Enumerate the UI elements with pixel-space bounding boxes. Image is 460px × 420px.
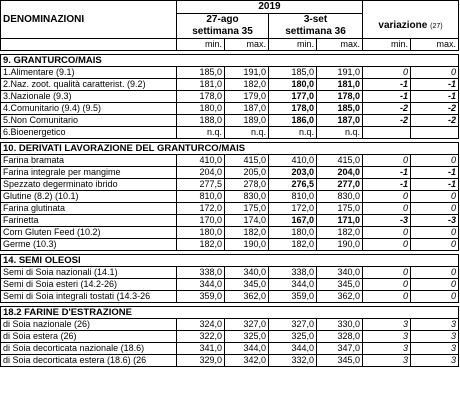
year-header: 2019 bbox=[177, 1, 363, 14]
min-curr-cell: 344,0 bbox=[269, 343, 317, 355]
row-label: 2.Naz. zoot. qualità caratterist. (9.2) bbox=[1, 79, 177, 91]
section-header-row bbox=[1, 143, 459, 155]
table-row bbox=[1, 319, 459, 331]
max-prev-cell: 182,0 bbox=[225, 227, 269, 239]
min-curr-cell: 810,0 bbox=[269, 191, 317, 203]
var-max-cell: -1 bbox=[411, 91, 459, 103]
max-curr-cell: 330,0 bbox=[317, 319, 363, 331]
min-curr-cell: 327,0 bbox=[269, 319, 317, 331]
max-prev-cell: 327,0 bbox=[225, 319, 269, 331]
var-max-cell: -1 bbox=[411, 179, 459, 191]
max-curr-cell: 190,0 bbox=[317, 239, 363, 251]
min-prev-cell: 277,5 bbox=[177, 179, 225, 191]
section-title: 10. DERIVATI LAVORAZIONE DEL GRANTURCO/MAIS bbox=[1, 143, 459, 155]
max-prev-cell: n.q. bbox=[225, 127, 269, 139]
min-curr-cell: n.q. bbox=[269, 127, 317, 139]
row-label: Farina integrale per mangime bbox=[1, 167, 177, 179]
table-row bbox=[1, 67, 459, 79]
row-label: di Soia decorticata nazionale (18.6) bbox=[1, 343, 177, 355]
var-max-cell bbox=[411, 127, 459, 139]
table-row bbox=[1, 179, 459, 191]
max-header-var: max. bbox=[411, 39, 459, 51]
max-curr-cell: 362,0 bbox=[317, 291, 363, 303]
min-curr-cell: 185,0 bbox=[269, 67, 317, 79]
max-prev-cell: 182,0 bbox=[225, 79, 269, 91]
max-prev-cell: 340,0 bbox=[225, 267, 269, 279]
max-curr-cell: 181,0 bbox=[317, 79, 363, 91]
min-curr-cell: 182,0 bbox=[269, 239, 317, 251]
var-min-cell: 0 bbox=[363, 227, 411, 239]
var-min-cell: 0 bbox=[363, 267, 411, 279]
table-row bbox=[1, 203, 459, 215]
min-prev-cell: 188,0 bbox=[177, 115, 225, 127]
week-header-2: settimana 36 bbox=[269, 25, 363, 39]
var-min-cell: 0 bbox=[363, 191, 411, 203]
max-prev-cell: 179,0 bbox=[225, 91, 269, 103]
min-header-2: min. bbox=[269, 39, 317, 51]
var-min-cell: 3 bbox=[363, 319, 411, 331]
var-max-cell: -2 bbox=[411, 115, 459, 127]
min-prev-cell: 170,0 bbox=[177, 215, 225, 227]
table-row bbox=[1, 155, 459, 167]
min-curr-cell: 172,0 bbox=[269, 203, 317, 215]
min-prev-cell: 359,0 bbox=[177, 291, 225, 303]
table-row bbox=[1, 167, 459, 179]
var-max-cell: -1 bbox=[411, 167, 459, 179]
min-prev-cell: 322,0 bbox=[177, 331, 225, 343]
row-label: 3.Nazionale (9.3) bbox=[1, 91, 177, 103]
section-header-row bbox=[1, 55, 459, 67]
table-row bbox=[1, 215, 459, 227]
min-prev-cell: 180,0 bbox=[177, 103, 225, 115]
row-label: 1.Alimentare (9.1) bbox=[1, 67, 177, 79]
table-row bbox=[1, 279, 459, 291]
var-min-cell: 3 bbox=[363, 331, 411, 343]
table-row bbox=[1, 127, 459, 139]
header-year-row bbox=[1, 1, 459, 14]
table-row bbox=[1, 115, 459, 127]
min-header-var: min. bbox=[363, 39, 411, 51]
var-max-cell: 0 bbox=[411, 227, 459, 239]
max-curr-cell: 830,0 bbox=[317, 191, 363, 203]
min-prev-cell: 344,0 bbox=[177, 279, 225, 291]
var-min-cell: -1 bbox=[363, 79, 411, 91]
row-label: Corn Gluten Feed (10.2) bbox=[1, 227, 177, 239]
date-header-2: 3-set bbox=[269, 14, 363, 26]
max-prev-cell: 415,0 bbox=[225, 155, 269, 167]
max-curr-cell: 328,0 bbox=[317, 331, 363, 343]
section-header-row bbox=[1, 255, 459, 267]
var-max-cell: 0 bbox=[411, 239, 459, 251]
min-curr-cell: 344,0 bbox=[269, 279, 317, 291]
var-max-cell: 3 bbox=[411, 343, 459, 355]
min-curr-cell: 203,0 bbox=[269, 167, 317, 179]
min-curr-cell: 186,0 bbox=[269, 115, 317, 127]
max-prev-cell: 345,0 bbox=[225, 279, 269, 291]
max-curr-cell: 277,0 bbox=[317, 179, 363, 191]
max-prev-cell: 278,0 bbox=[225, 179, 269, 191]
max-prev-cell: 190,0 bbox=[225, 239, 269, 251]
max-curr-cell: 191,0 bbox=[317, 67, 363, 79]
min-prev-cell: 810,0 bbox=[177, 191, 225, 203]
table-row bbox=[1, 343, 459, 355]
var-max-cell: 0 bbox=[411, 267, 459, 279]
max-curr-cell: 340,0 bbox=[317, 267, 363, 279]
var-min-cell: -3 bbox=[363, 215, 411, 227]
max-prev-cell: 174,0 bbox=[225, 215, 269, 227]
var-min-cell: 0 bbox=[363, 291, 411, 303]
min-curr-cell: 410,0 bbox=[269, 155, 317, 167]
variation-note: (27) bbox=[430, 22, 443, 30]
min-curr-cell: 325,0 bbox=[269, 331, 317, 343]
max-curr-cell: 345,0 bbox=[317, 279, 363, 291]
var-max-cell: 3 bbox=[411, 355, 459, 367]
max-curr-cell: 175,0 bbox=[317, 203, 363, 215]
var-min-cell: 0 bbox=[363, 67, 411, 79]
min-prev-cell: 341,0 bbox=[177, 343, 225, 355]
row-label: di Soia decorticata estera (18.6) (26 bbox=[1, 355, 177, 367]
table-row bbox=[1, 355, 459, 367]
max-curr-cell: 347,0 bbox=[317, 343, 363, 355]
max-header-1: max. bbox=[225, 39, 269, 51]
var-max-cell: 0 bbox=[411, 155, 459, 167]
var-min-cell: 0 bbox=[363, 239, 411, 251]
var-min-cell: -2 bbox=[363, 103, 411, 115]
row-label: Glutine (8.2) (10.1) bbox=[1, 191, 177, 203]
min-curr-cell: 332,0 bbox=[269, 355, 317, 367]
min-curr-cell: 338,0 bbox=[269, 267, 317, 279]
min-header-1: min. bbox=[177, 39, 225, 51]
row-label: 5.Non Comunitario bbox=[1, 115, 177, 127]
row-label: Semi di Soia integrali tostati (14.3-26 bbox=[1, 291, 177, 303]
max-curr-cell: 415,0 bbox=[317, 155, 363, 167]
min-prev-cell: 178,0 bbox=[177, 91, 225, 103]
var-max-cell: -3 bbox=[411, 215, 459, 227]
var-min-cell: 3 bbox=[363, 355, 411, 367]
min-prev-cell: 410,0 bbox=[177, 155, 225, 167]
row-label: Farina glutinata bbox=[1, 203, 177, 215]
max-prev-cell: 342,0 bbox=[225, 355, 269, 367]
min-curr-cell: 178,0 bbox=[269, 103, 317, 115]
max-prev-cell: 830,0 bbox=[225, 191, 269, 203]
table-row bbox=[1, 291, 459, 303]
table-row bbox=[1, 79, 459, 91]
min-prev-cell: 172,0 bbox=[177, 203, 225, 215]
row-label: di Soia estera (26) bbox=[1, 331, 177, 343]
var-max-cell: 3 bbox=[411, 331, 459, 343]
table-row bbox=[1, 191, 459, 203]
minmax-blank bbox=[1, 39, 177, 51]
max-curr-cell: 187,0 bbox=[317, 115, 363, 127]
max-header-2: max. bbox=[317, 39, 363, 51]
min-prev-cell: n.q. bbox=[177, 127, 225, 139]
row-label: Semi di Soia esteri (14.2-26) bbox=[1, 279, 177, 291]
max-prev-cell: 205,0 bbox=[225, 167, 269, 179]
var-min-cell: -1 bbox=[363, 91, 411, 103]
var-max-cell: 0 bbox=[411, 291, 459, 303]
var-max-cell: 0 bbox=[411, 191, 459, 203]
var-min-cell: -1 bbox=[363, 179, 411, 191]
var-min-cell: 0 bbox=[363, 279, 411, 291]
row-label: Germe (10.3) bbox=[1, 239, 177, 251]
max-prev-cell: 344,0 bbox=[225, 343, 269, 355]
min-prev-cell: 180,0 bbox=[177, 227, 225, 239]
row-label: 4.Comunitario (9.4) (9.5) bbox=[1, 103, 177, 115]
table-row bbox=[1, 331, 459, 343]
max-curr-cell: 171,0 bbox=[317, 215, 363, 227]
row-label: Semi di Soia nazionali (14.1) bbox=[1, 267, 177, 279]
var-min-cell: 0 bbox=[363, 155, 411, 167]
row-label: 6.Bioenergetico bbox=[1, 127, 177, 139]
max-curr-cell: n.q. bbox=[317, 127, 363, 139]
min-curr-cell: 180,0 bbox=[269, 227, 317, 239]
max-prev-cell: 187,0 bbox=[225, 103, 269, 115]
max-curr-cell: 185,0 bbox=[317, 103, 363, 115]
max-prev-cell: 191,0 bbox=[225, 67, 269, 79]
min-prev-cell: 185,0 bbox=[177, 67, 225, 79]
max-prev-cell: 325,0 bbox=[225, 331, 269, 343]
table-row bbox=[1, 267, 459, 279]
variation-header bbox=[363, 14, 459, 39]
max-prev-cell: 362,0 bbox=[225, 291, 269, 303]
min-prev-cell: 181,0 bbox=[177, 79, 225, 91]
row-label: Farinetta bbox=[1, 215, 177, 227]
date-header-1: 27-ago bbox=[177, 14, 269, 26]
max-curr-cell: 204,0 bbox=[317, 167, 363, 179]
min-curr-cell: 167,0 bbox=[269, 215, 317, 227]
min-curr-cell: 359,0 bbox=[269, 291, 317, 303]
min-curr-cell: 180,0 bbox=[269, 79, 317, 91]
var-min-cell: 3 bbox=[363, 343, 411, 355]
min-prev-cell: 324,0 bbox=[177, 319, 225, 331]
row-label: Spezzato degerminato ibrido bbox=[1, 179, 177, 191]
min-prev-cell: 204,0 bbox=[177, 167, 225, 179]
min-curr-cell: 177,0 bbox=[269, 91, 317, 103]
table-row bbox=[1, 103, 459, 115]
var-max-cell: 0 bbox=[411, 67, 459, 79]
var-min-cell: -1 bbox=[363, 167, 411, 179]
denominazioni-header: DENOMINAZIONI bbox=[1, 1, 177, 39]
var-min-cell: 0 bbox=[363, 203, 411, 215]
variation-blank-top bbox=[363, 1, 459, 14]
variation-label: variazione bbox=[378, 19, 428, 31]
min-prev-cell: 329,0 bbox=[177, 355, 225, 367]
min-prev-cell: 182,0 bbox=[177, 239, 225, 251]
max-prev-cell: 189,0 bbox=[225, 115, 269, 127]
row-label: di Soia nazionale (26) bbox=[1, 319, 177, 331]
var-max-cell: 0 bbox=[411, 279, 459, 291]
row-label: Farina bramata bbox=[1, 155, 177, 167]
table-row bbox=[1, 227, 459, 239]
max-prev-cell: 175,0 bbox=[225, 203, 269, 215]
header-minmax-row bbox=[1, 39, 459, 51]
var-min-cell: -2 bbox=[363, 115, 411, 127]
min-prev-cell: 338,0 bbox=[177, 267, 225, 279]
price-table-body bbox=[1, 1, 459, 367]
min-curr-cell: 276,5 bbox=[269, 179, 317, 191]
var-min-cell bbox=[363, 127, 411, 139]
max-curr-cell: 182,0 bbox=[317, 227, 363, 239]
section-title: 18.2 FARINE D'ESTRAZIONE bbox=[1, 307, 459, 319]
var-max-cell: -2 bbox=[411, 103, 459, 115]
var-max-cell: 3 bbox=[411, 319, 459, 331]
var-max-cell: 0 bbox=[411, 203, 459, 215]
section-title: 14. SEMI OLEOSI bbox=[1, 255, 459, 267]
max-curr-cell: 345,0 bbox=[317, 355, 363, 367]
week-header-1: settimana 35 bbox=[177, 25, 269, 39]
section-header-row bbox=[1, 307, 459, 319]
max-curr-cell: 178,0 bbox=[317, 91, 363, 103]
table-row bbox=[1, 239, 459, 251]
var-max-cell: -1 bbox=[411, 79, 459, 91]
table-row bbox=[1, 91, 459, 103]
section-title: 9. GRANTURCO/MAIS bbox=[1, 55, 459, 67]
